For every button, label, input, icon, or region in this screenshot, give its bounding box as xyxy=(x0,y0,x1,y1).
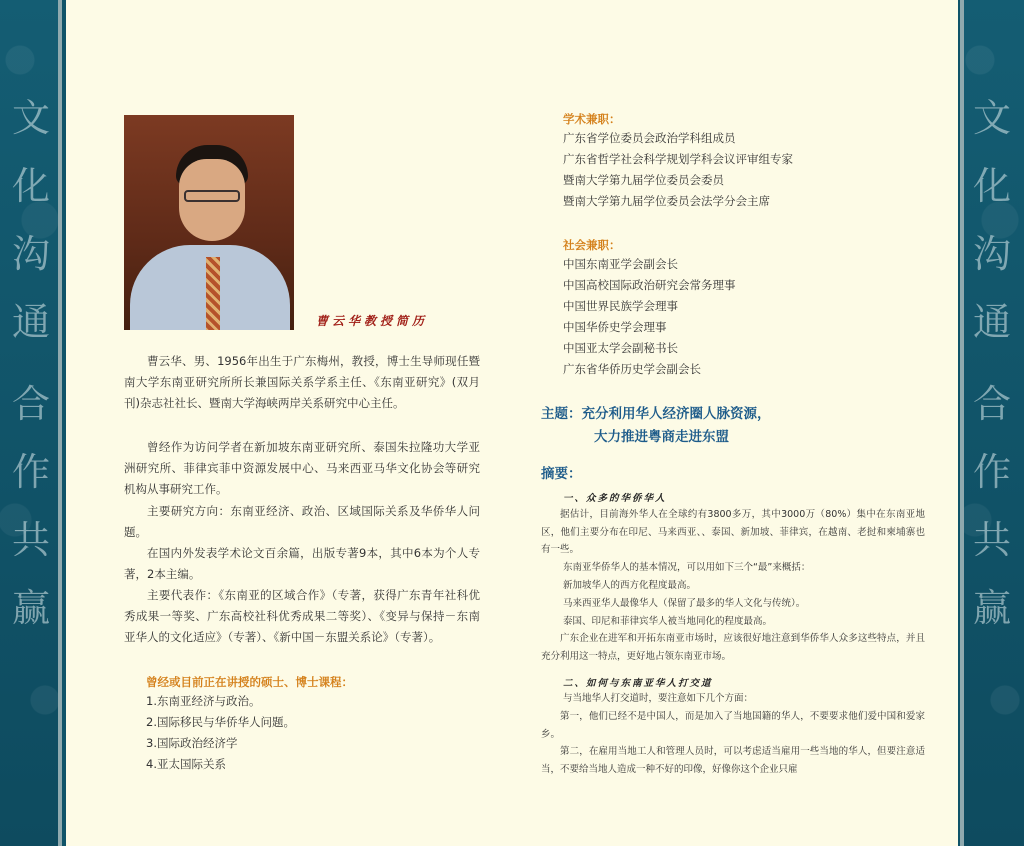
abstract-paragraph: 第二，在雇用当地工人和管理人员时，可以考虑适当雇用一些当地的华人，但要注意适当，不要给当地人造成一种不好的印像，好像你这个企业只雇 xyxy=(541,746,925,775)
abstract-paragraph: 与当地华人打交道时，要注意如下几个方面： xyxy=(563,693,754,704)
right-vertical-text-top xyxy=(960,84,1024,356)
side-char: 赢 xyxy=(11,586,50,630)
side-char: 通 xyxy=(11,300,50,344)
profile-title: 曹云华教授简历 xyxy=(316,314,429,328)
right-vertical-text-bottom xyxy=(960,370,1024,642)
side-char: 文 xyxy=(972,96,1011,140)
academic-item: 广东省哲学社会科学规划学科会议评审组专家 xyxy=(563,152,793,166)
abstract-paragraph: 泰国、印尼和菲律宾华人被当地同化的程度最高。 xyxy=(563,616,773,627)
side-char: 共 xyxy=(11,518,50,562)
abstract-heading: 摘要： xyxy=(541,466,582,482)
left-border-panel xyxy=(0,0,62,846)
social-list xyxy=(563,254,736,380)
portrait-tie xyxy=(206,257,220,330)
side-char: 文 xyxy=(11,96,50,140)
left-vertical-text-top xyxy=(0,84,62,356)
bio-paragraph: 曹云华、男、1956年出生于广东梅州，教授，博士生导师现任暨南大学东南亚研究所所长兼国际关系学系主任、《东南亚研究》(双月刊)杂志社社长、暨南大学海峡两岸关系研究中心主任。 xyxy=(124,354,480,410)
social-heading: 社会兼职： xyxy=(563,238,621,252)
side-char: 合 xyxy=(11,382,50,426)
side-char: 合 xyxy=(972,382,1011,426)
bio-paragraph: 曾经作为访问学者在新加坡东南亚研究所、泰国朱拉隆功大学亚洲研究所、菲律宾菲中资源发展中心、马来西亚马华文化协会等研究机构从事研究工作。 xyxy=(124,440,480,496)
academic-heading: 学术兼职： xyxy=(563,112,621,126)
theme-heading xyxy=(541,403,771,449)
portrait-photo xyxy=(124,115,294,330)
section-2-title: 二、如何与东南亚华人打交道 xyxy=(563,678,713,689)
course-item: 4.亚太国际关系 xyxy=(146,757,226,771)
abstract-paragraph: 马来西亚华人最像华人（保留了最多的华人文化与传统）。 xyxy=(563,598,806,609)
course-item: 3.国际政治经济学 xyxy=(146,736,238,750)
abstract-paragraph: 东南亚华侨华人的基本情况，可以用如下三个“最”来概括： xyxy=(563,562,811,573)
social-item: 中国亚太学会副秘书长 xyxy=(563,341,678,355)
theme-line-1: 主题：充分利用华人经济圈人脉资源， xyxy=(541,406,771,422)
academic-item: 暨南大学第九届学位委员会法学分会主席 xyxy=(563,194,770,208)
right-border-panel xyxy=(960,0,1024,846)
social-item: 中国华侨史学会理事 xyxy=(563,320,667,334)
social-item: 广东省华侨历史学会副会长 xyxy=(563,362,701,376)
abstract-paragraph: 据估计，目前海外华人在全球约有3800多万，其中3000万（80%）集中在东南亚地区，他们主要分布在印尼、马来西亚、、泰国、新加坡、菲律宾，在越南、老挝和柬埔寨也有一些。 xyxy=(541,509,925,555)
academic-item: 暨南大学第九届学位委员会委员 xyxy=(563,173,724,187)
side-char: 赢 xyxy=(972,586,1011,630)
side-char: 作 xyxy=(972,450,1011,494)
side-char: 作 xyxy=(11,450,50,494)
course-item: 2.国际移民与华侨华人问题。 xyxy=(146,715,295,729)
courses-heading: 曾经或目前正在讲授的硕士、博士课程： xyxy=(146,675,353,689)
theme-line-2: 大力推进粤商走进东盟 xyxy=(594,429,729,445)
abstract-paragraph: 新加坡华人的西方化程度最高。 xyxy=(563,580,697,591)
abstract-paragraph: 第一，他们已经不是中国人，而是加入了当地国籍的华人，不要要求他们爱中国和爱家乡。 xyxy=(541,711,925,740)
left-vertical-text-bottom xyxy=(0,370,62,642)
side-char: 化 xyxy=(11,164,50,208)
abstract-paragraph: 广东企业在进军和开拓东南亚市场时，应该很好地注意到华侨华人众多这些特点，并且充分利用这一特点，更好地占领东南亚市场。 xyxy=(541,633,925,662)
academic-list xyxy=(563,128,793,212)
social-item: 中国世界民族学会理事 xyxy=(563,299,678,313)
bio-paragraph: 在国内外发表学术论文百余篇，出版专著9本，其中6本为个人专著，2本主编。 xyxy=(124,546,480,581)
side-char: 沟 xyxy=(972,232,1011,276)
courses-list xyxy=(146,691,295,775)
portrait-glasses xyxy=(184,190,240,202)
social-item: 中国东南亚学会副会长 xyxy=(563,257,678,271)
side-char: 共 xyxy=(972,518,1011,562)
section-1-title: 一、众多的华侨华人 xyxy=(563,493,667,504)
academic-item: 广东省学位委员会政治学科组成员 xyxy=(563,131,736,145)
social-item: 中国高校国际政治研究会常务理事 xyxy=(563,278,736,292)
side-char: 化 xyxy=(972,164,1011,208)
course-item: 1.东南亚经济与政治。 xyxy=(146,694,261,708)
side-char: 沟 xyxy=(11,232,50,276)
bio-paragraph: 主要研究方向：东南亚经济、政治、区域国际关系及华侨华人问题。 xyxy=(124,504,480,539)
side-char: 通 xyxy=(972,300,1011,344)
bio-paragraph: 主要代表作：《东南亚的区域合作》（专著，获得广东青年社科优秀成果一等奖、广东高校社科优秀成果二等奖）、《变异与保持－东南亚华人的文化适应》（专著）、《新中国－东盟关系论》（专著）。 xyxy=(124,588,480,644)
